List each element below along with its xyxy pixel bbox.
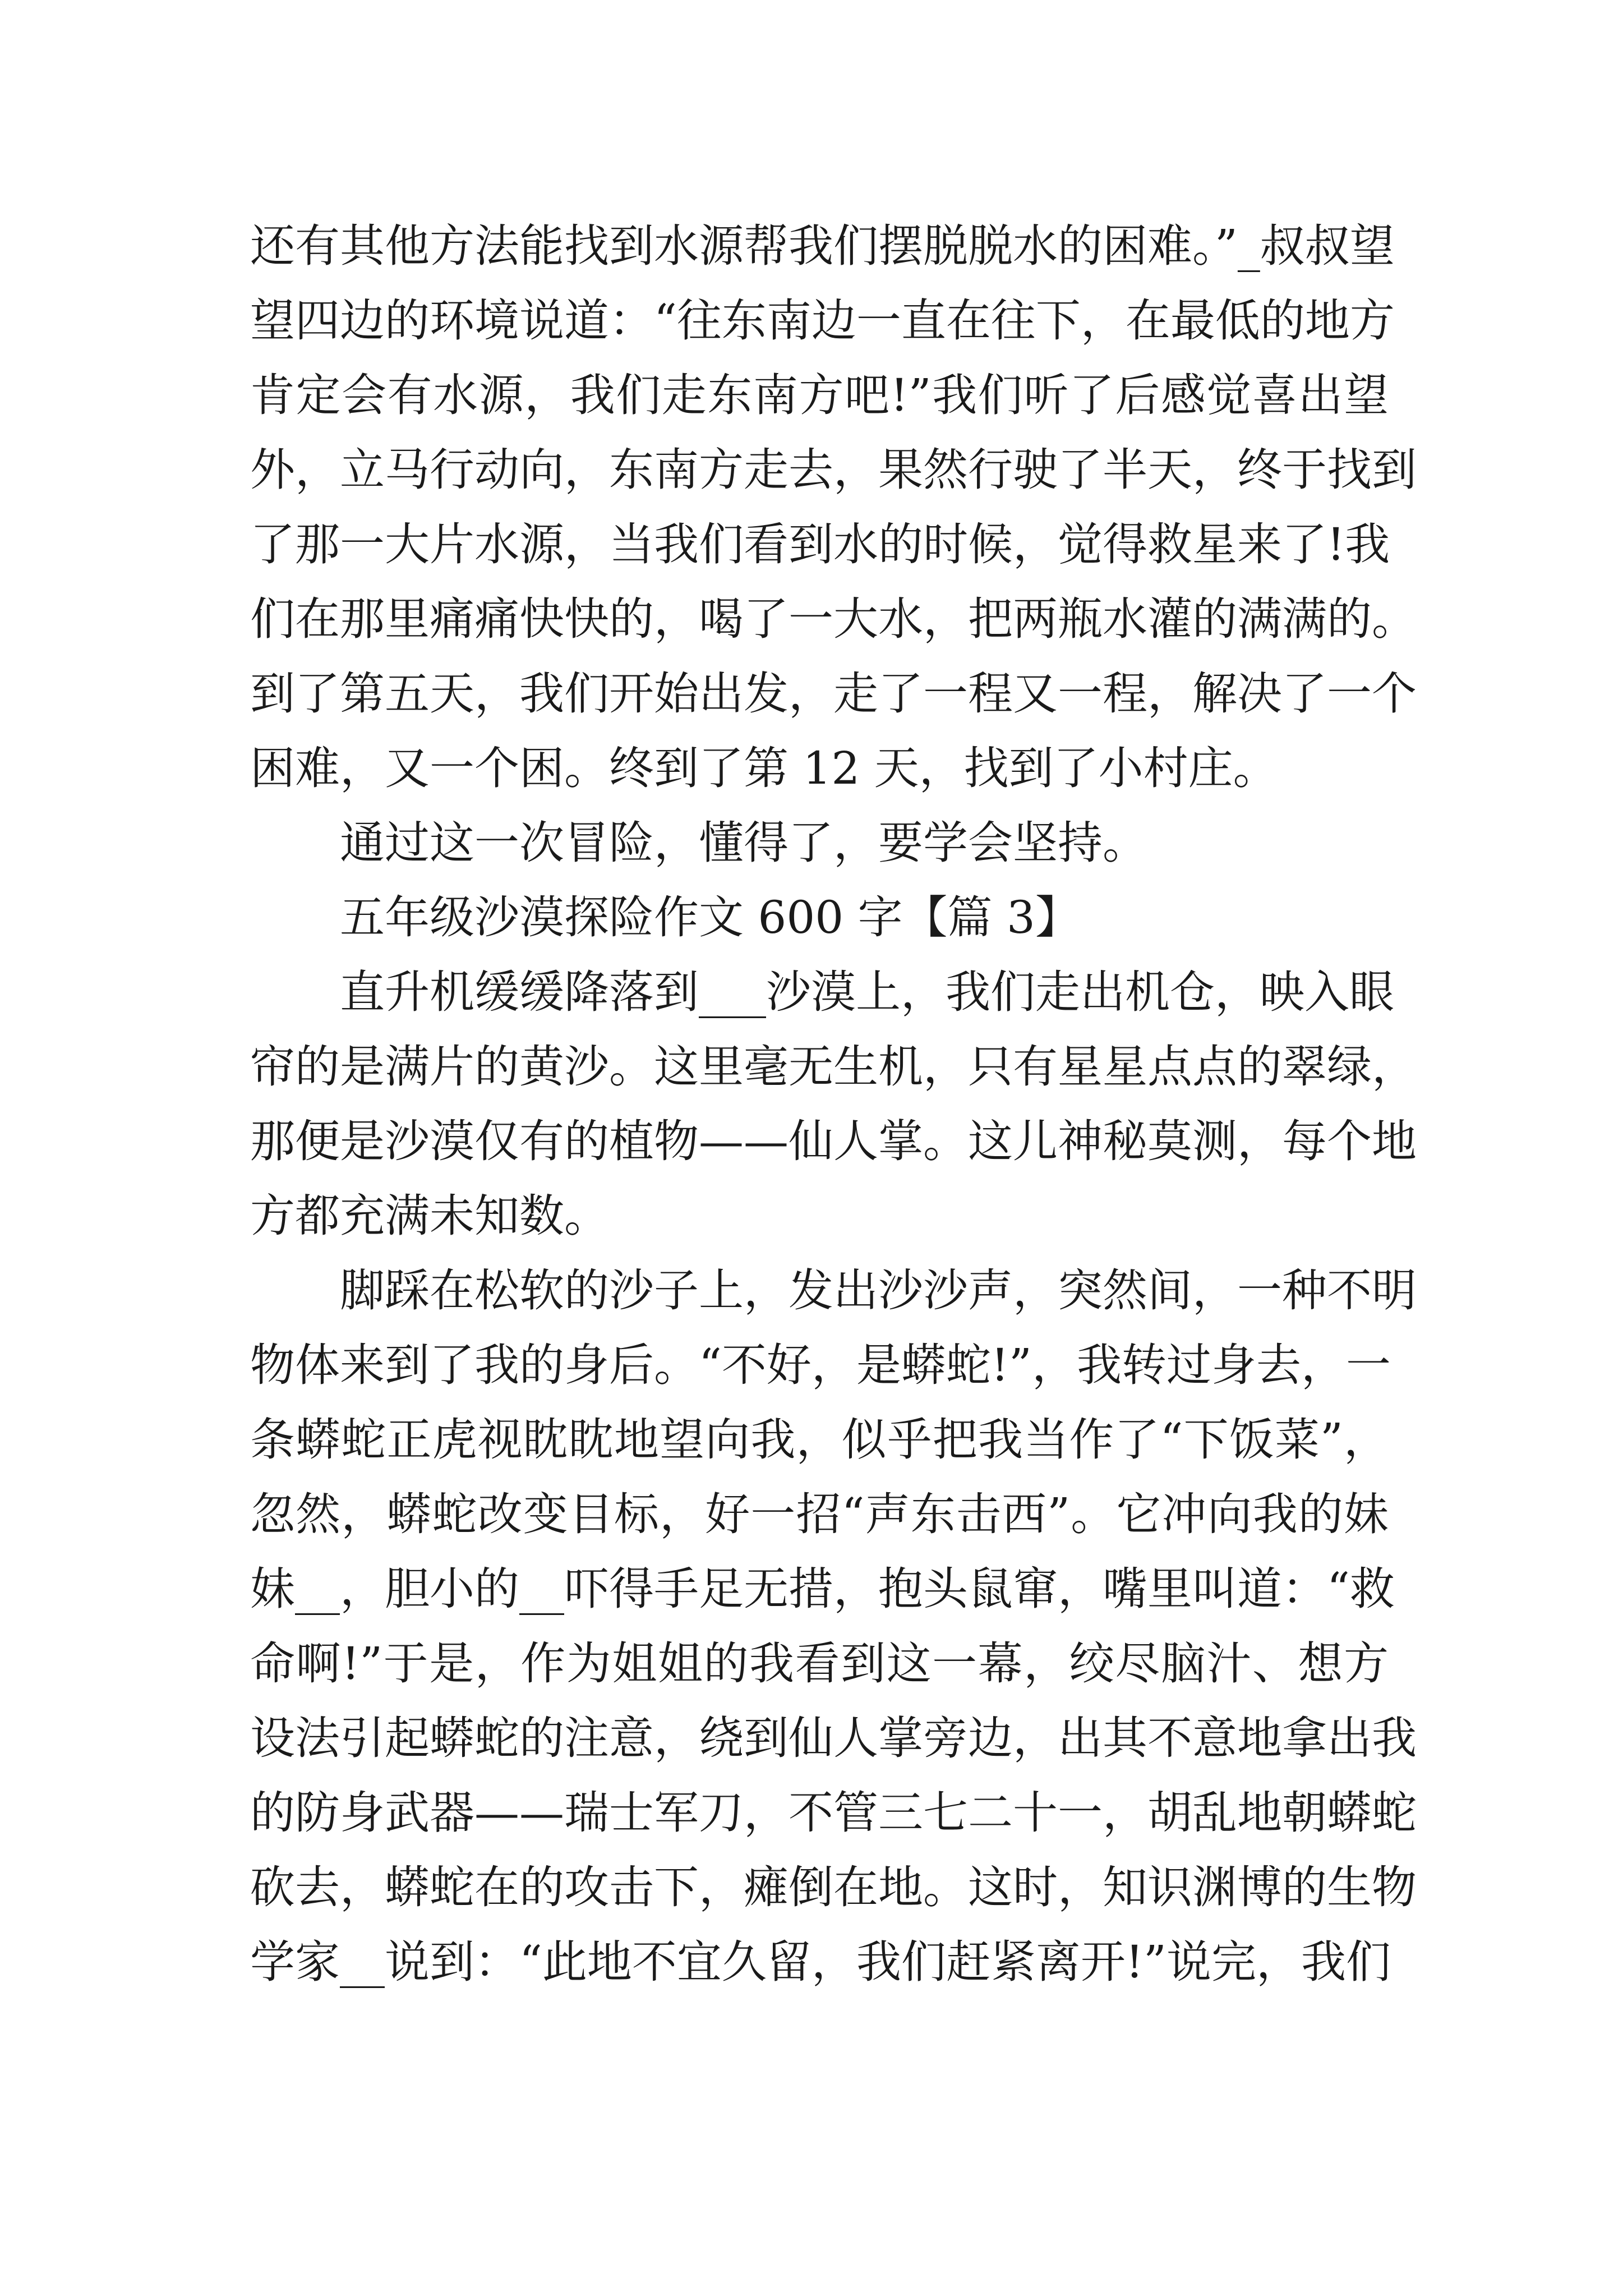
- text-line: 妹__，胆小的__吓得手足无措，抱头鼠窜，嘴里叫道：“救: [250, 1563, 1395, 1615]
- text-line: 外，立马行动向，东南方走去，果然行驶了半天，终于找到: [250, 444, 1417, 496]
- text-line: 帘的是满片的黄沙。这里毫无生机，只有星星点点的翠绿，: [250, 1041, 1417, 1093]
- text-line: 肯定会有水源，我们走东南方吧!”我们听了后感觉喜出望: [250, 369, 1389, 421]
- paragraph-end-line: 困难，又一个困。终到了第 12 天，找到了小村庄。: [250, 742, 1278, 794]
- paragraph-end-line: 方都充满未知数。: [250, 1190, 609, 1242]
- text-line: 还有其他方法能找到水源帮我们摆脱脱水的困难。”_叔叔望: [250, 220, 1395, 272]
- text-line: 的防身武器——瑞士军刀，不管三七二十一，胡乱地朝蟒蛇: [250, 1787, 1417, 1839]
- text-line: 了那一大片水源，当我们看到水的时候，觉得救星来了!我: [250, 518, 1390, 570]
- text-line: 望四边的环境说道：“往东南边一直在往下，在最低的地方: [250, 295, 1395, 347]
- text-line: 忽然，蟒蛇改变目标，好一招“声东击西”。它冲向我的妹: [250, 1488, 1389, 1540]
- paragraph-first-line: 脚踩在松软的沙子上，发出沙沙声，突然间，一种不明: [340, 1264, 1417, 1317]
- text-line: 设法引起蟒蛇的注意，绕到仙人掌旁边，出其不意地拿出我: [250, 1712, 1417, 1764]
- essay-text: [250, 209, 1417, 1999]
- paragraph-line: 通过这一次冒险，懂得了，要学会坚持。: [340, 817, 1147, 869]
- text-line: 们在那里痛痛快快的，喝了一大水，把两瓶水灌的满满的。: [250, 593, 1417, 645]
- text-line: 物体来到了我的身后。“不好，是蟒蛇!”，我转过身去，一: [250, 1339, 1391, 1391]
- text-line: 到了第五天，我们开始出发，走了一程又一程，解决了一个: [250, 668, 1417, 720]
- text-line: 砍去，蟒蛇在的攻击下，瘫倒在地。这时，知识渊博的生物: [250, 1861, 1417, 1913]
- paragraph-first-line: 直升机缓缓降落到___沙漠上，我们走出机仓，映入眼: [340, 966, 1394, 1018]
- text-line: 那便是沙漠仅有的植物——仙人掌。这儿神秘莫测，每个地: [250, 1115, 1417, 1167]
- text-line: 条蟒蛇正虎视眈眈地望向我，似乎把我当作了“下饭菜”，: [250, 1414, 1389, 1466]
- section-heading: 五年级沙漠探险作文 600 字【篇 3】: [340, 891, 1080, 944]
- text-line: 学家__说到：“此地不宜久留，我们赶紧离开!”说完，我们: [250, 1936, 1391, 1988]
- text-line: 命啊!”于是，作为姐姐的我看到这一幕，绞尽脑汁、想方: [250, 1637, 1389, 1690]
